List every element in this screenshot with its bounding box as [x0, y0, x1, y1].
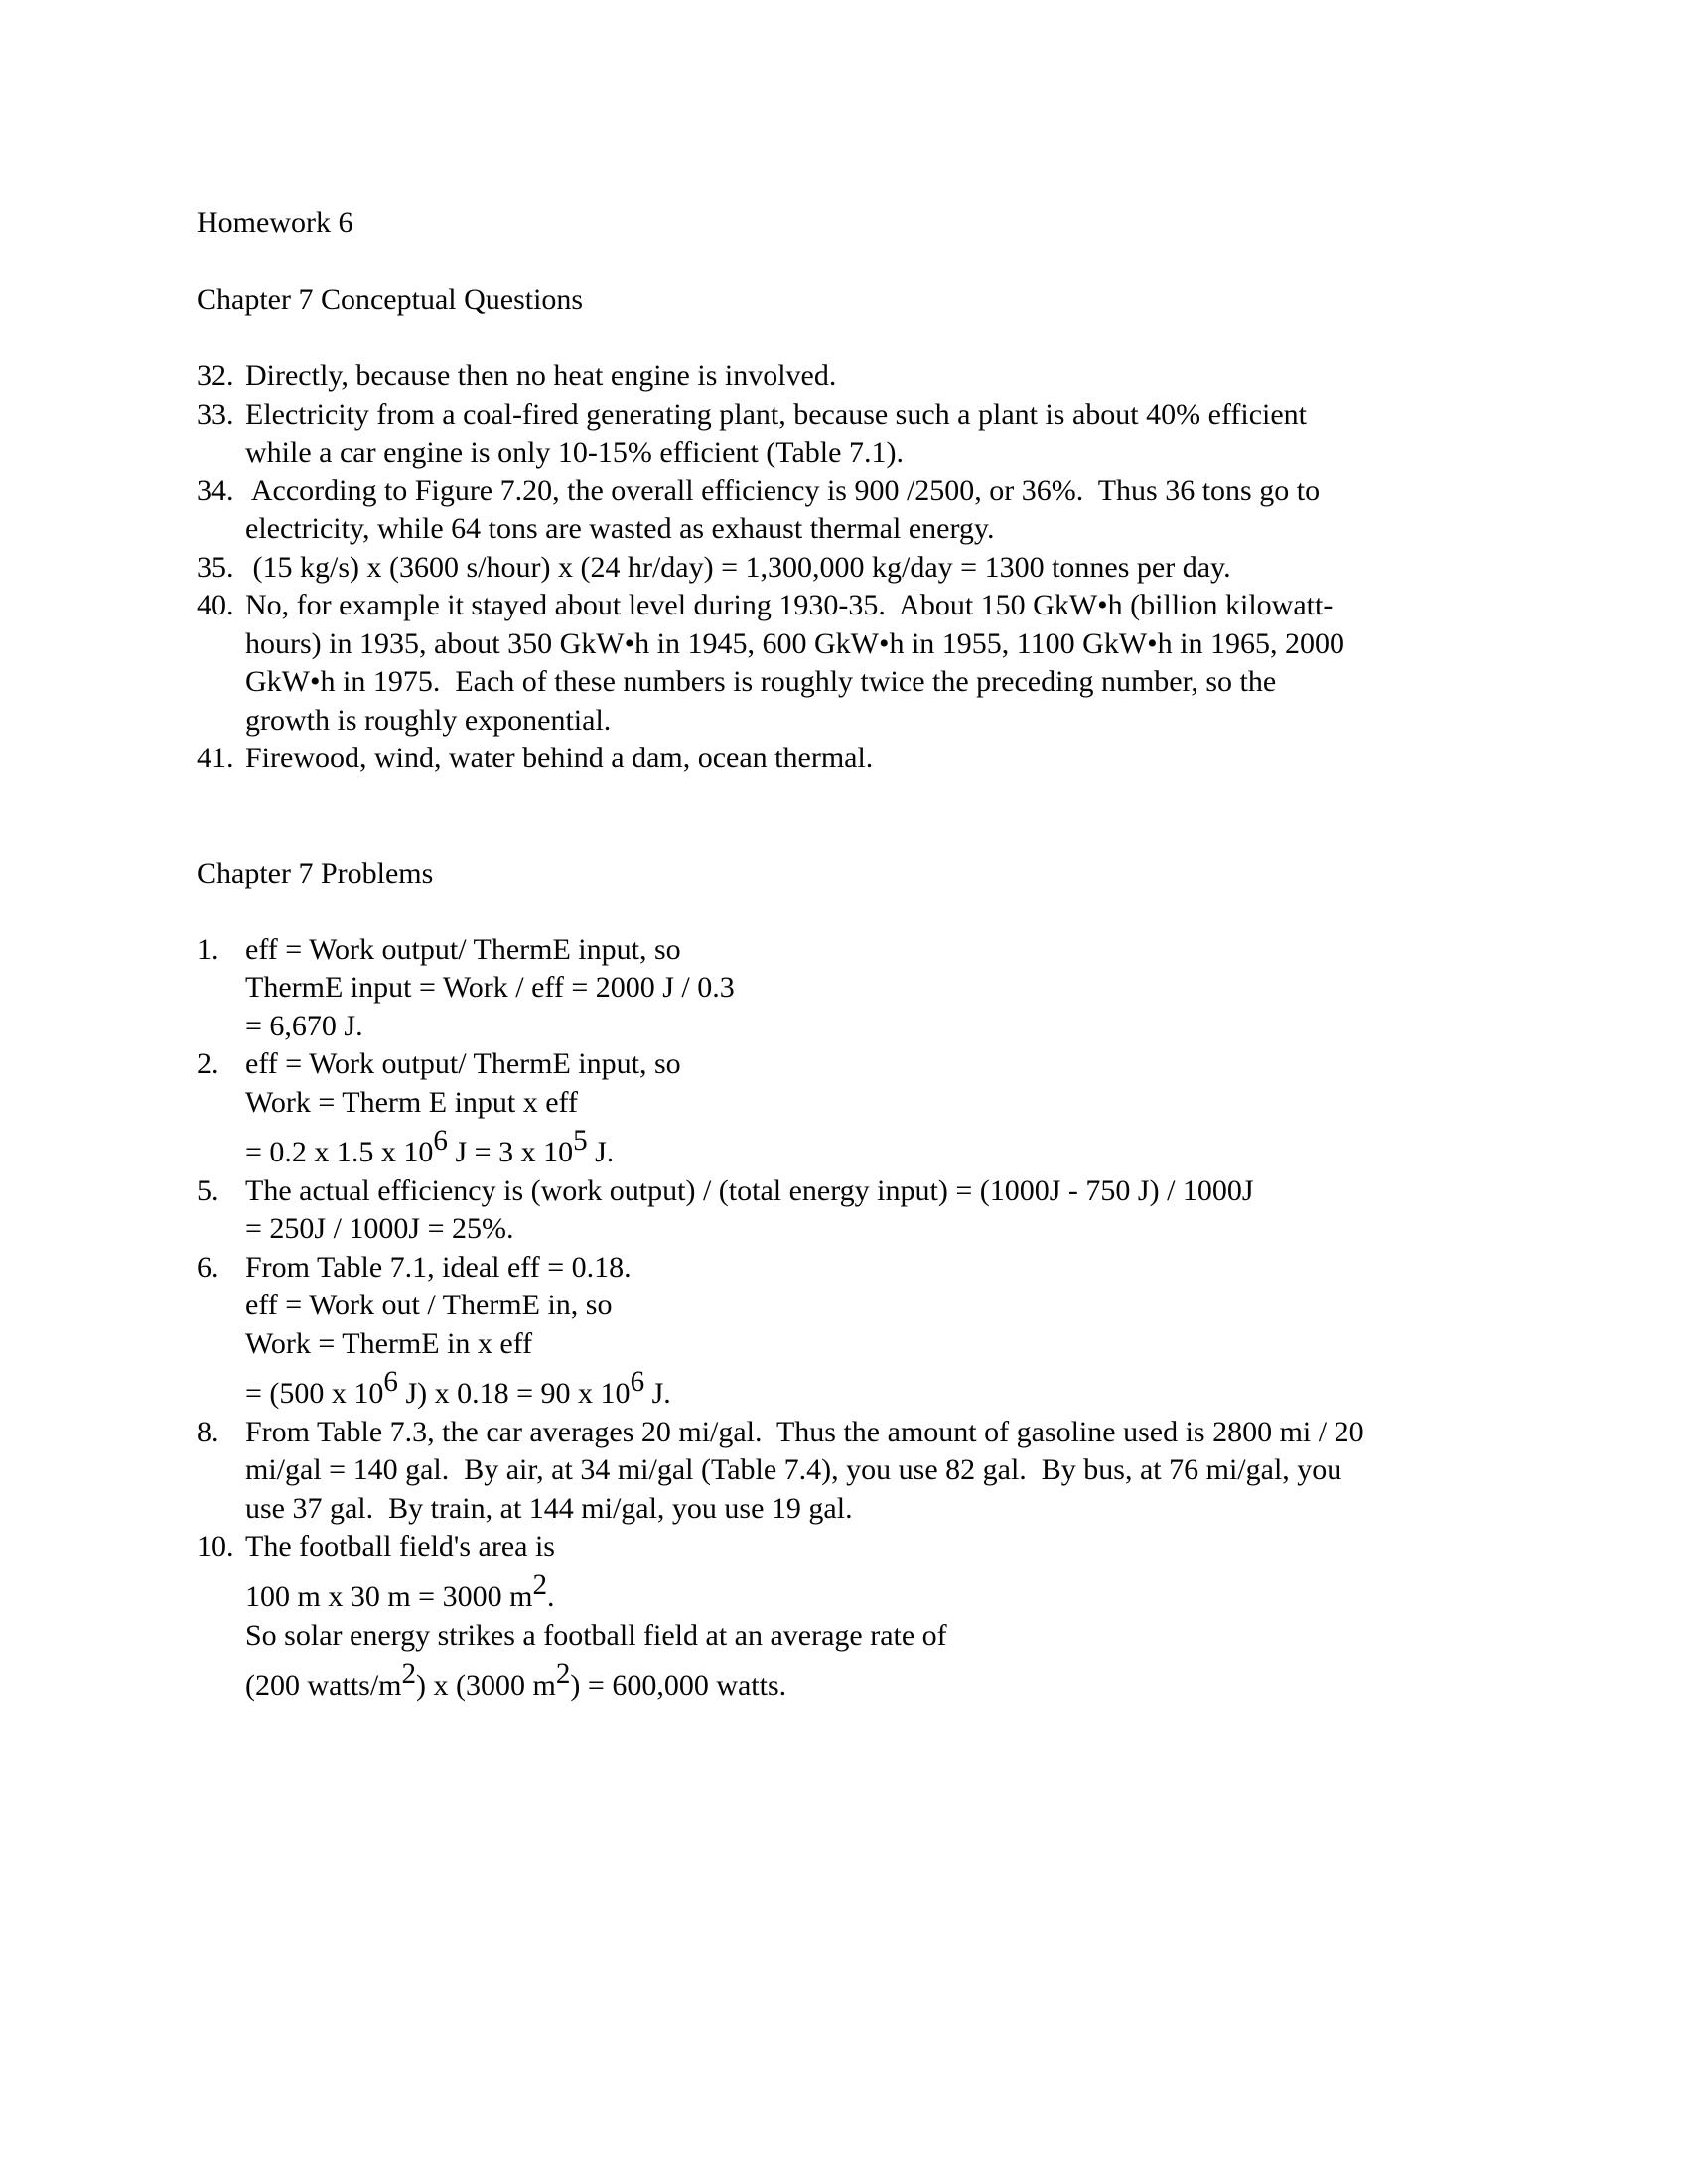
item-line: growth is roughly exponential. [245, 703, 612, 737]
item-text [245, 931, 1557, 1046]
item-line: ThermE input = Work / eff = 2000 J / 0.3 [245, 971, 735, 1004]
item-line: Work = Therm E input x eff [245, 1085, 578, 1119]
item-line: while a car engine is only 10-15% efficient (Table 7.1). [245, 436, 904, 469]
item-line: = 6,670 J. [245, 1009, 363, 1042]
item-line: use 37 gal. By train, at 144 mi/gal, you use 19 gal. [245, 1491, 853, 1525]
doc-title: Homework 6 [197, 206, 353, 239]
item-number: 35. [197, 550, 234, 584]
item-text [245, 1414, 1557, 1529]
list-item [197, 396, 1557, 473]
item-line: Work = ThermE in x eff [245, 1326, 533, 1360]
list-item [197, 1172, 1557, 1249]
item-line: Firewood, wind, water behind a dam, ocean thermal. [245, 742, 874, 774]
item-line: = (500 x $10^6$ J) x 0.18 = 90 x $10^6$ J. [245, 1366, 671, 1411]
item-line: eff = Work out / ThermE in, so [245, 1289, 613, 1322]
item-text [245, 549, 1557, 588]
list-item [197, 931, 1557, 1046]
item-line: No, for example it stayed about level during 1930-35. About 150 GkW•h (billion kilowatt- [245, 589, 1334, 621]
list-item [197, 587, 1557, 740]
item-line: hours) in 1935, about 350 GkW•h in 1945, 600 GkW•h in 1955, 1100 GkW•h in 1965, 2000 [245, 626, 1344, 660]
list-item [197, 740, 1557, 778]
list-item [197, 1528, 1557, 1705]
item-line: = 250J / 1000J = 25%. [245, 1212, 514, 1246]
superscript: 2 [401, 1658, 417, 1691]
item-line: The football field's area is [245, 1530, 555, 1564]
item-line: Directly, because then no heat engine is involved. [245, 359, 837, 392]
list-item [197, 357, 1557, 396]
list-item [197, 473, 1557, 549]
item-number: 1. [197, 932, 219, 966]
superscript: 6 [433, 1125, 448, 1157]
superscript: 5 [573, 1125, 588, 1157]
item-line: Electricity from a coal-fired generating plant, because such a plant is about 40% efficient [245, 397, 1308, 431]
item-line: mi/gal = 140 gal. By air, at 34 mi/gal (Table 7.4), you use 82 gal. By bus, at 76 mi/gal, you [245, 1453, 1342, 1487]
item-text [245, 1172, 1557, 1249]
item-line: (200 watts/$m^2$) x (3000 $m^2) = 600,000$ watts. [245, 1658, 787, 1703]
item-line: eff = Work output/ ThermE input, so [245, 932, 681, 966]
item-line: (15 kg/s) x (3600 s/hour) x (24 hr/day) = 1,300,000 kg/day = 1300 tonnes per day. [245, 550, 1231, 584]
item-text [245, 1528, 1557, 1705]
item-number: 10. [197, 1530, 234, 1564]
item-text [245, 740, 1557, 778]
item-line: GkW•h in 1975. Each of these numbers is roughly twice the preceding number, so the [245, 665, 1277, 698]
item-line: From Table 7.3, the car averages 20 mi/gal. Thus the amount of gasoline used is 2800 mi / 20 [245, 1415, 1364, 1448]
item-line: electricity, while 64 tons are wasted as exhaust thermal energy. [245, 512, 995, 545]
item-line: = 0.2 x 1.5 x $10^6$ J = 3 x $10^5$ J. [245, 1125, 615, 1169]
item-text [245, 1249, 1557, 1414]
item-line: So solar energy strikes a football field at an average rate of [245, 1618, 947, 1652]
superscript: 2 [532, 1569, 547, 1601]
item-line: The actual efficiency is (work output) / (total energy input) = (1000J - 750 J) / 1000J [245, 1173, 1254, 1207]
list-item [197, 1414, 1557, 1529]
item-number: 32. [197, 359, 234, 392]
list-item [197, 1045, 1557, 1172]
superscript: 2 [555, 1658, 571, 1691]
item-text [245, 396, 1557, 473]
sections-container [197, 281, 1557, 1706]
item-line: According to Figure 7.20, the overall efficiency is 900 /2500, or 36%. Thus 36 tons go to [245, 474, 1321, 507]
item-number: 34. [197, 474, 234, 507]
list-item [197, 549, 1557, 588]
item-text [245, 473, 1557, 549]
item-line: From Table 7.1, ideal eff = 0.18. [245, 1250, 632, 1284]
superscript: 6 [630, 1366, 645, 1399]
item-line: eff = Work output/ ThermE input, so [245, 1047, 681, 1080]
superscript: 6 [383, 1366, 398, 1399]
item-text [245, 1045, 1557, 1172]
item-text [245, 587, 1557, 740]
item-line: 100 m x 30 m = 3000 $m^2$. [245, 1569, 555, 1614]
item-text [245, 357, 1557, 396]
item-number: 8. [197, 1415, 219, 1448]
item-number: 6. [197, 1250, 219, 1284]
document-content [197, 205, 1557, 1706]
list-item [197, 1249, 1557, 1414]
item-number: 5. [197, 1173, 219, 1207]
item-number: 2. [197, 1047, 219, 1080]
section-heading: Chapter 7 Conceptual Questions [197, 283, 584, 316]
item-number: 33. [197, 397, 234, 431]
item-number: 41. [197, 742, 234, 774]
item-number: 40. [197, 589, 234, 621]
section-heading: Chapter 7 Problems [197, 856, 434, 889]
